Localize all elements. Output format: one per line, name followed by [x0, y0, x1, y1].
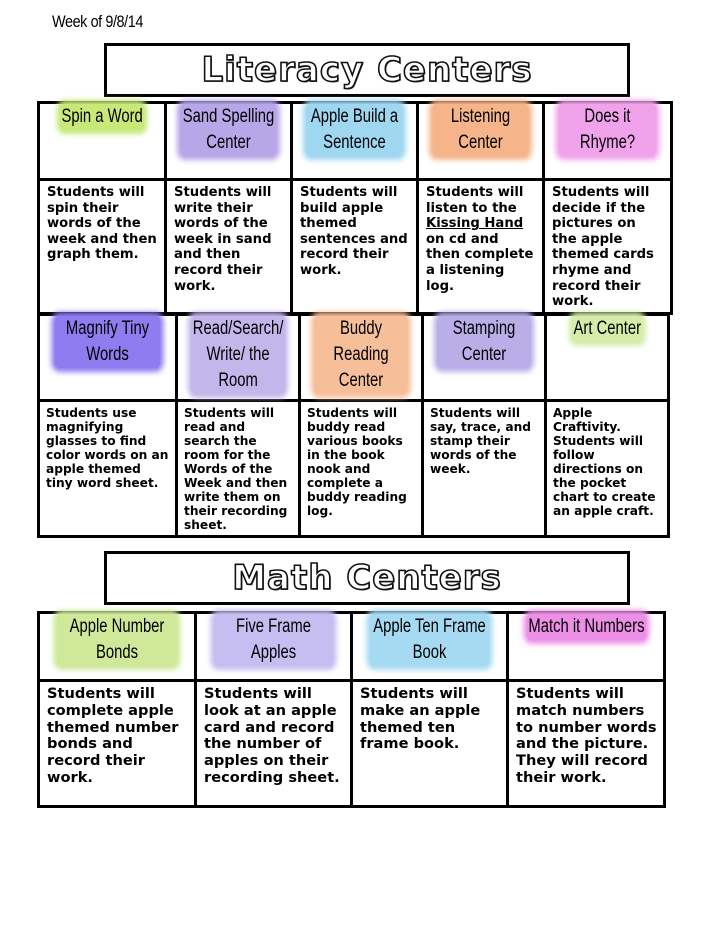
literacy-title: Literacy Centers	[201, 50, 533, 90]
literacy-row2-descriptions	[39, 401, 669, 537]
center-name: Apple Number Bonds	[57, 614, 177, 666]
literacy-row2-table	[37, 313, 670, 538]
math-descriptions	[39, 681, 665, 807]
center-header	[292, 103, 418, 180]
math-headers	[39, 613, 665, 681]
center-header	[546, 315, 669, 401]
center-description: Students will say, trace, and stamp their words of the week.	[430, 406, 532, 476]
center-description	[419, 181, 542, 296]
center-description: Students use magnifying glasses to find color words on an apple themed tiny word sheet.	[46, 406, 169, 490]
center-description-cell	[39, 681, 196, 807]
center-description: Students will complete apple themed number bonds and record their work.	[47, 685, 179, 786]
center-name: Apple Build a Sentence	[307, 104, 403, 156]
center-description: Students will buddy read various books in the book nook and complete a buddy reading log.	[307, 406, 407, 518]
literacy-row1-descriptions	[39, 180, 672, 314]
center-header	[418, 103, 544, 180]
center-name: Read/Search/ Write/ the Room	[191, 316, 285, 394]
center-name: Sand Spelling Center	[181, 104, 277, 156]
center-header	[300, 315, 423, 401]
center-header	[508, 613, 665, 681]
center-name: Apple Ten Frame Book	[370, 614, 489, 666]
center-name: Buddy Reading Center	[314, 316, 408, 394]
math-title: Math Centers	[232, 558, 502, 598]
center-header	[177, 315, 300, 401]
center-description-cell	[508, 681, 665, 807]
center-description-cell	[544, 180, 672, 314]
center-description-cell	[292, 180, 418, 314]
center-name: Listening Center	[433, 104, 529, 156]
literacy-title-banner	[104, 43, 630, 97]
center-header	[352, 613, 508, 681]
center-description: Apple Craftivity. Students will follow directions on the pocket chart to create an apple craft.	[553, 406, 656, 518]
center-header	[39, 315, 177, 401]
center-name: Art Center	[572, 316, 643, 342]
literacy-row1-headers	[39, 103, 672, 180]
center-description-cell	[39, 401, 177, 537]
center-description-cell	[166, 180, 292, 314]
center-description-cell	[546, 401, 669, 537]
center-name: Five Frame Apples	[214, 614, 333, 666]
center-name: Magnify Tiny Words	[55, 316, 160, 368]
center-description: Students will decide if the pictures on the apple themed cards rhyme and record their work.	[552, 185, 654, 310]
center-description-cell	[423, 401, 546, 537]
center-name: Spin a Word	[60, 104, 144, 130]
description-text: Students will listen to the	[426, 185, 524, 216]
center-description-cell	[300, 401, 423, 537]
center-name: Does it Rhyme?	[559, 104, 657, 156]
center-description: Students will write their words of the week in sand and then record their work.	[174, 185, 272, 294]
math-title-banner	[104, 551, 630, 605]
center-header	[423, 315, 546, 401]
center-description: Students will spin their words of the week and then graph them.	[47, 185, 157, 263]
center-name: Match it Numbers	[526, 614, 645, 640]
literacy-row1-table	[37, 101, 673, 315]
center-header	[196, 613, 352, 681]
description-text: on cd and then complete a listening log.	[426, 231, 534, 294]
book-title: Kissing Hand	[426, 216, 524, 232]
center-name: Stamping Center	[437, 316, 531, 368]
center-description: Students will make an apple themed ten frame book.	[360, 685, 481, 753]
week-label: Week of 9/8/14	[52, 12, 143, 31]
center-header	[39, 613, 196, 681]
center-description: Students will build apple themed sentences and record their work.	[300, 185, 408, 278]
center-description-cell	[352, 681, 508, 807]
center-description-cell	[39, 180, 166, 314]
center-header	[39, 103, 166, 180]
math-table	[37, 611, 666, 808]
center-description: Students will read and search the room for the Words of the Week and then write them on their recording sheet.	[184, 406, 288, 532]
center-description: Students will look at an apple card and record the number of apples on their recording sheet.	[204, 685, 340, 786]
center-header	[544, 103, 672, 180]
center-header	[166, 103, 292, 180]
center-description-cell	[418, 180, 544, 314]
center-description: Students will match numbers to number words and the picture. They will record their work.	[516, 685, 657, 786]
literacy-row2-headers	[39, 315, 669, 401]
center-description-cell	[177, 401, 300, 537]
center-description-cell	[196, 681, 352, 807]
